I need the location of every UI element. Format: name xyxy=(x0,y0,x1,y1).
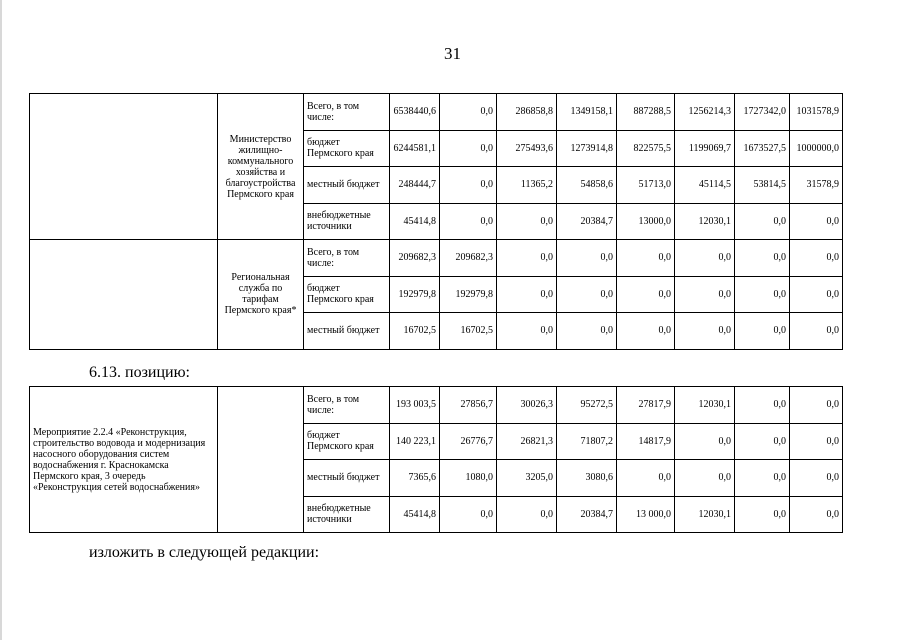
amount-cell: 12030,1 xyxy=(675,203,735,240)
amount-cell: 14817,9 xyxy=(617,423,675,460)
amount-cell: 209682,3 xyxy=(390,240,440,277)
page-number: 31 xyxy=(444,44,461,63)
amount-cell: 11365,2 xyxy=(497,167,557,204)
budget-table-1 xyxy=(29,93,843,350)
amount-cell: 0,0 xyxy=(617,460,675,497)
amount-cell: 26821,3 xyxy=(497,423,557,460)
amount-cell: 1000000,0 xyxy=(790,130,843,167)
funding-source-cell: Всего, в том числе: xyxy=(304,387,390,424)
funding-source-cell: внебюджетные источники xyxy=(304,496,390,533)
amount-cell: 0,0 xyxy=(790,423,843,460)
amount-cell: 0,0 xyxy=(790,240,843,277)
amount-cell: 0,0 xyxy=(497,276,557,313)
amount-cell: 3205,0 xyxy=(497,460,557,497)
amount-cell: 0,0 xyxy=(440,94,497,131)
amount-cell: 1349158,1 xyxy=(557,94,617,131)
table-row xyxy=(30,387,843,424)
amount-cell: 0,0 xyxy=(440,167,497,204)
amount-cell: 0,0 xyxy=(557,240,617,277)
amount-cell: 31578,9 xyxy=(790,167,843,204)
amount-cell: 0,0 xyxy=(617,313,675,350)
funding-source-cell: Всего, в том числе: xyxy=(304,94,390,131)
amount-cell: 20384,7 xyxy=(557,496,617,533)
amount-cell: 0,0 xyxy=(617,276,675,313)
amount-cell: 0,0 xyxy=(735,387,790,424)
amount-cell: 0,0 xyxy=(440,203,497,240)
funding-source-cell: бюджет Пермского края xyxy=(304,276,390,313)
funding-source-cell: Всего, в том числе: xyxy=(304,240,390,277)
amount-cell: 0,0 xyxy=(675,460,735,497)
amount-cell: 209682,3 xyxy=(440,240,497,277)
amount-cell: 0,0 xyxy=(790,387,843,424)
amount-cell: 0,0 xyxy=(440,130,497,167)
amount-cell: 1199069,7 xyxy=(675,130,735,167)
amount-cell: 0,0 xyxy=(735,203,790,240)
amount-cell: 1273914,8 xyxy=(557,130,617,167)
amount-cell: 0,0 xyxy=(790,460,843,497)
amount-cell: 0,0 xyxy=(735,496,790,533)
amount-cell: 12030,1 xyxy=(675,496,735,533)
amount-cell: 0,0 xyxy=(790,203,843,240)
amount-cell: 822575,5 xyxy=(617,130,675,167)
amount-cell: 54858,6 xyxy=(557,167,617,204)
funding-source-cell: местный бюджет xyxy=(304,167,390,204)
amount-cell: 45414,8 xyxy=(390,496,440,533)
amount-cell: 53814,5 xyxy=(735,167,790,204)
funding-source-cell: бюджет Пермского края xyxy=(304,130,390,167)
amount-cell: 6538440,6 xyxy=(390,94,440,131)
table-row xyxy=(30,240,843,277)
amount-cell: 6244581,1 xyxy=(390,130,440,167)
amount-cell: 0,0 xyxy=(790,313,843,350)
measure-name-cell: Мероприятие 2.2.4 «Реконструкция, строительство водовода и модернизация насосного оборудования систем водоснабжения г. Краснокамска Пермского края, 3 очередь «Реконструкция сетей водоснабжения» xyxy=(30,387,218,533)
amount-cell: 51713,0 xyxy=(617,167,675,204)
amount-cell: 27856,7 xyxy=(440,387,497,424)
amount-cell: 248444,7 xyxy=(390,167,440,204)
amount-cell: 0,0 xyxy=(617,240,675,277)
funding-source-cell: местный бюджет xyxy=(304,313,390,350)
amount-cell: 0,0 xyxy=(440,496,497,533)
table-row xyxy=(30,94,843,131)
amount-cell: 13000,0 xyxy=(617,203,675,240)
amount-cell: 0,0 xyxy=(790,276,843,313)
amount-cell: 0,0 xyxy=(735,276,790,313)
amount-cell: 0,0 xyxy=(735,240,790,277)
responsible-executor-cell: Региональная служба по тарифам Пермского края* xyxy=(218,240,304,350)
amount-cell: 887288,5 xyxy=(617,94,675,131)
amount-cell: 0,0 xyxy=(497,203,557,240)
amount-cell: 1727342,0 xyxy=(735,94,790,131)
section-heading: 6.13. позицию: xyxy=(89,364,190,381)
amount-cell: 16702,5 xyxy=(440,313,497,350)
amount-cell: 45114,5 xyxy=(675,167,735,204)
amount-cell: 0,0 xyxy=(735,423,790,460)
amount-cell: 20384,7 xyxy=(557,203,617,240)
responsible-executor-cell: Министерство жилищно-коммунального хозяйства и благоустройства Пермского края xyxy=(218,94,304,240)
amount-cell: 0,0 xyxy=(497,240,557,277)
amount-cell: 71807,2 xyxy=(557,423,617,460)
amount-cell: 45414,8 xyxy=(390,203,440,240)
amount-cell: 0,0 xyxy=(675,423,735,460)
amount-cell: 192979,8 xyxy=(440,276,497,313)
funding-source-cell: бюджет Пермского края xyxy=(304,423,390,460)
amount-cell: 193 003,5 xyxy=(390,387,440,424)
amount-cell: 3080,6 xyxy=(557,460,617,497)
amount-cell: 0,0 xyxy=(790,496,843,533)
amount-cell: 0,0 xyxy=(735,460,790,497)
amount-cell: 12030,1 xyxy=(675,387,735,424)
budget-table-2 xyxy=(29,386,843,533)
amount-cell: 0,0 xyxy=(675,313,735,350)
measure-name-cell xyxy=(30,94,218,240)
amount-cell: 275493,6 xyxy=(497,130,557,167)
amount-cell: 286858,8 xyxy=(497,94,557,131)
amount-cell: 140 223,1 xyxy=(390,423,440,460)
amount-cell: 0,0 xyxy=(557,313,617,350)
amount-cell: 1031578,9 xyxy=(790,94,843,131)
scan-edge xyxy=(0,0,2,640)
funding-source-cell: местный бюджет xyxy=(304,460,390,497)
amount-cell: 13 000,0 xyxy=(617,496,675,533)
amount-cell: 0,0 xyxy=(497,313,557,350)
amount-cell: 0,0 xyxy=(735,313,790,350)
amount-cell: 7365,6 xyxy=(390,460,440,497)
amount-cell: 0,0 xyxy=(675,240,735,277)
responsible-executor-cell xyxy=(218,387,304,533)
amount-cell: 192979,8 xyxy=(390,276,440,313)
amount-cell: 1080,0 xyxy=(440,460,497,497)
amount-cell: 0,0 xyxy=(675,276,735,313)
amount-cell: 27817,9 xyxy=(617,387,675,424)
amount-cell: 0,0 xyxy=(557,276,617,313)
amount-cell: 30026,3 xyxy=(497,387,557,424)
amount-cell: 16702,5 xyxy=(390,313,440,350)
funding-source-cell: внебюджетные источники xyxy=(304,203,390,240)
amount-cell: 0,0 xyxy=(497,496,557,533)
amount-cell: 1673527,5 xyxy=(735,130,790,167)
measure-name-cell xyxy=(30,240,218,350)
edit-instruction-heading: изложить в следующей редакции: xyxy=(89,544,320,561)
amount-cell: 95272,5 xyxy=(557,387,617,424)
amount-cell: 26776,7 xyxy=(440,423,497,460)
amount-cell: 1256214,3 xyxy=(675,94,735,131)
